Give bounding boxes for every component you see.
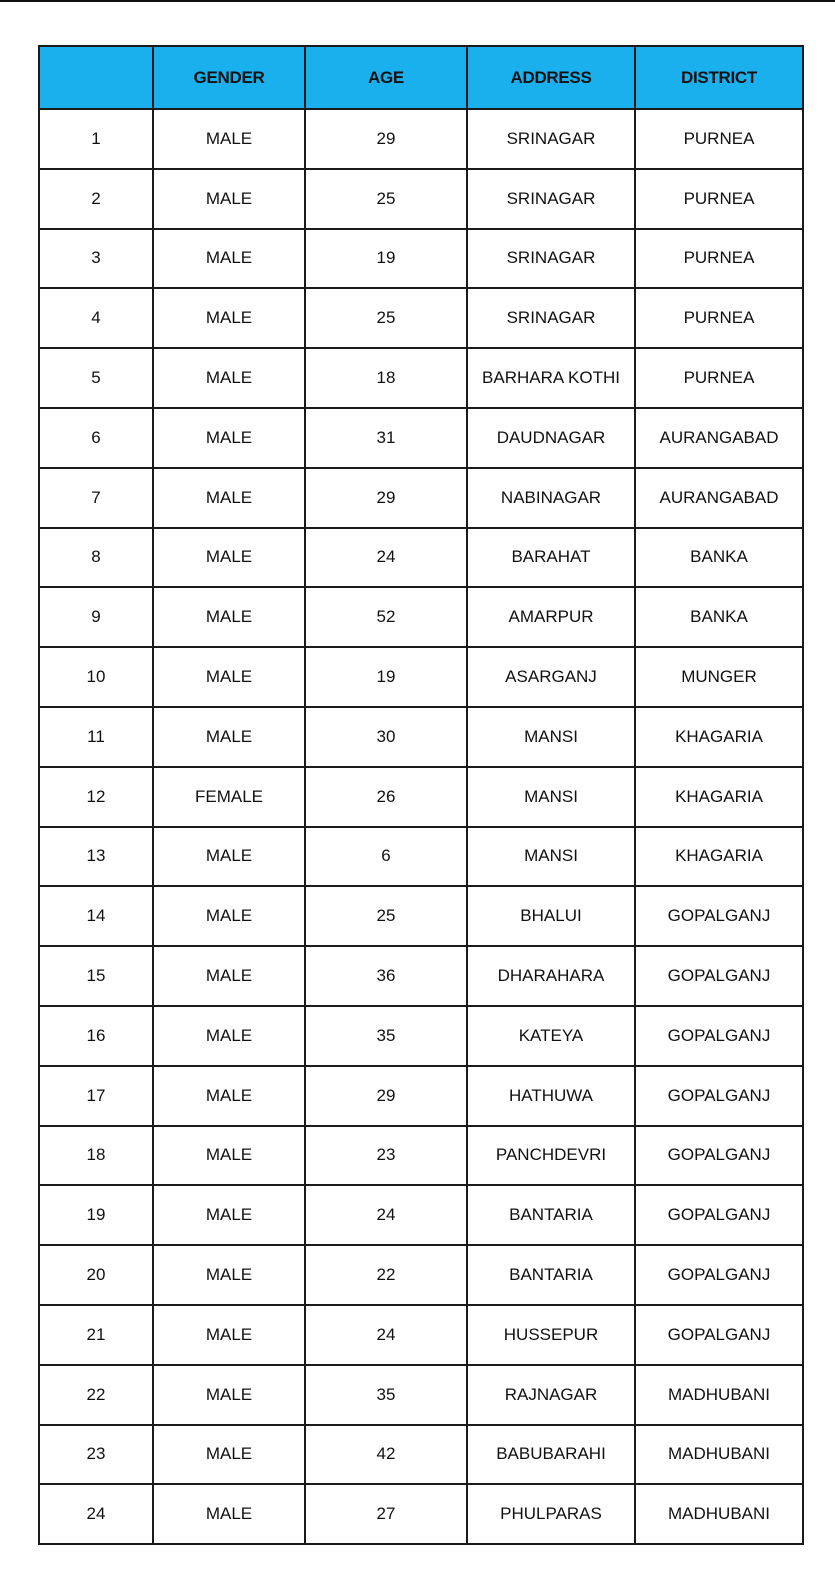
cell-address: ASARGANJ [467, 647, 635, 707]
cell-index: 16 [39, 1006, 153, 1066]
table-row [39, 408, 803, 468]
cell-age: 31 [305, 408, 467, 468]
table-row [39, 1484, 803, 1544]
cell-address: BARAHAT [467, 528, 635, 588]
cell-gender: MALE [153, 1006, 305, 1066]
cell-age: 24 [305, 1185, 467, 1245]
table-row [39, 169, 803, 229]
cell-address: BARHARA KOTHI [467, 348, 635, 408]
cell-district: MADHUBANI [635, 1425, 803, 1485]
top-border-line [0, 0, 835, 2]
cell-address: HUSSEPUR [467, 1305, 635, 1365]
cell-age: 52 [305, 587, 467, 647]
cell-district: GOPALGANJ [635, 1185, 803, 1245]
cell-index: 17 [39, 1066, 153, 1126]
cell-district: KHAGARIA [635, 827, 803, 887]
table-row [39, 647, 803, 707]
cell-district: PURNEA [635, 288, 803, 348]
table-row [39, 1365, 803, 1425]
table-row [39, 886, 803, 946]
cell-district: AURANGABAD [635, 468, 803, 528]
cell-address: SRINAGAR [467, 229, 635, 289]
cell-gender: MALE [153, 647, 305, 707]
cell-gender: MALE [153, 528, 305, 588]
cell-gender: MALE [153, 348, 305, 408]
cell-district: PURNEA [635, 348, 803, 408]
cell-gender: MALE [153, 587, 305, 647]
cell-address: BANTARIA [467, 1185, 635, 1245]
cell-age: 18 [305, 348, 467, 408]
cell-district: GOPALGANJ [635, 1305, 803, 1365]
cell-age: 6 [305, 827, 467, 887]
cell-district: GOPALGANJ [635, 1245, 803, 1305]
cell-age: 25 [305, 169, 467, 229]
table-row [39, 946, 803, 1006]
cell-district: PURNEA [635, 169, 803, 229]
cell-gender: MALE [153, 1066, 305, 1126]
cell-index: 20 [39, 1245, 153, 1305]
table-row [39, 229, 803, 289]
cell-address: SRINAGAR [467, 288, 635, 348]
cell-address: RAJNAGAR [467, 1365, 635, 1425]
cell-address: PHULPARAS [467, 1484, 635, 1544]
cell-age: 19 [305, 229, 467, 289]
column-header-gender: GENDER [153, 46, 305, 109]
cell-gender: MALE [153, 408, 305, 468]
cell-district: BANKA [635, 587, 803, 647]
cell-index: 15 [39, 946, 153, 1006]
cell-district: BANKA [635, 528, 803, 588]
cell-district: KHAGARIA [635, 707, 803, 767]
cell-index: 10 [39, 647, 153, 707]
cell-district: MADHUBANI [635, 1365, 803, 1425]
cell-district: PURNEA [635, 229, 803, 289]
cell-address: BANTARIA [467, 1245, 635, 1305]
cell-age: 29 [305, 468, 467, 528]
cell-age: 36 [305, 946, 467, 1006]
cell-district: GOPALGANJ [635, 886, 803, 946]
cell-index: 22 [39, 1365, 153, 1425]
cell-district: AURANGABAD [635, 408, 803, 468]
cell-district: MADHUBANI [635, 1484, 803, 1544]
cell-index: 18 [39, 1126, 153, 1186]
column-header-address: ADDRESS [467, 46, 635, 109]
cell-index: 9 [39, 587, 153, 647]
table-row [39, 827, 803, 887]
cell-index: 23 [39, 1425, 153, 1485]
cell-gender: MALE [153, 468, 305, 528]
cell-age: 30 [305, 707, 467, 767]
cell-index: 7 [39, 468, 153, 528]
table-body [39, 109, 803, 1544]
table-row [39, 468, 803, 528]
cell-district: MUNGER [635, 647, 803, 707]
table-row [39, 1126, 803, 1186]
cell-gender: MALE [153, 1305, 305, 1365]
cell-age: 29 [305, 1066, 467, 1126]
cell-index: 14 [39, 886, 153, 946]
cell-address: BHALUI [467, 886, 635, 946]
cell-address: AMARPUR [467, 587, 635, 647]
cell-age: 29 [305, 109, 467, 169]
cell-age: 35 [305, 1365, 467, 1425]
cell-index: 21 [39, 1305, 153, 1365]
cell-address: NABINAGAR [467, 468, 635, 528]
cell-age: 24 [305, 1305, 467, 1365]
cell-address: PANCHDEVRI [467, 1126, 635, 1186]
cell-gender: MALE [153, 886, 305, 946]
cell-address: DAUDNAGAR [467, 408, 635, 468]
cell-index: 12 [39, 767, 153, 827]
table-row [39, 348, 803, 408]
cell-address: MANSI [467, 767, 635, 827]
cell-district: GOPALGANJ [635, 946, 803, 1006]
table-row [39, 288, 803, 348]
cell-index: 19 [39, 1185, 153, 1245]
cell-index: 5 [39, 348, 153, 408]
cell-gender: MALE [153, 707, 305, 767]
cell-index: 8 [39, 528, 153, 588]
cell-index: 11 [39, 707, 153, 767]
cell-gender: MALE [153, 169, 305, 229]
table-header-row [39, 46, 803, 109]
cell-gender: MALE [153, 1245, 305, 1305]
cell-age: 42 [305, 1425, 467, 1485]
cell-district: GOPALGANJ [635, 1066, 803, 1126]
cell-age: 25 [305, 288, 467, 348]
cell-index: 2 [39, 169, 153, 229]
table-row [39, 767, 803, 827]
cell-index: 4 [39, 288, 153, 348]
cell-age: 26 [305, 767, 467, 827]
cell-gender: FEMALE [153, 767, 305, 827]
table-row [39, 587, 803, 647]
cell-index: 6 [39, 408, 153, 468]
cell-gender: MALE [153, 1425, 305, 1485]
cell-address: DHARAHARA [467, 946, 635, 1006]
table-row [39, 109, 803, 169]
cell-address: KATEYA [467, 1006, 635, 1066]
cell-age: 35 [305, 1006, 467, 1066]
cell-age: 27 [305, 1484, 467, 1544]
table-row [39, 1006, 803, 1066]
cell-address: MANSI [467, 827, 635, 887]
cell-gender: MALE [153, 1484, 305, 1544]
table-row [39, 1245, 803, 1305]
cell-age: 25 [305, 886, 467, 946]
table-row [39, 1425, 803, 1485]
cell-address: SRINAGAR [467, 169, 635, 229]
cell-district: KHAGARIA [635, 767, 803, 827]
table-row [39, 707, 803, 767]
cell-gender: MALE [153, 946, 305, 1006]
table-row [39, 528, 803, 588]
cell-address: BABUBARAHI [467, 1425, 635, 1485]
cell-gender: MALE [153, 1185, 305, 1245]
table-row [39, 1305, 803, 1365]
cell-address: SRINAGAR [467, 109, 635, 169]
cell-district: GOPALGANJ [635, 1006, 803, 1066]
data-table [38, 45, 804, 1545]
cell-gender: MALE [153, 109, 305, 169]
cell-index: 3 [39, 229, 153, 289]
column-header-district: DISTRICT [635, 46, 803, 109]
column-header-age: AGE [305, 46, 467, 109]
cell-age: 19 [305, 647, 467, 707]
cell-index: 1 [39, 109, 153, 169]
cell-gender: MALE [153, 827, 305, 887]
cell-index: 13 [39, 827, 153, 887]
column-header-index [39, 46, 153, 109]
cell-district: GOPALGANJ [635, 1126, 803, 1186]
cell-district: PURNEA [635, 109, 803, 169]
table-row [39, 1066, 803, 1126]
cell-age: 23 [305, 1126, 467, 1186]
cell-gender: MALE [153, 288, 305, 348]
cell-age: 24 [305, 528, 467, 588]
cell-address: MANSI [467, 707, 635, 767]
cell-gender: MALE [153, 229, 305, 289]
cell-age: 22 [305, 1245, 467, 1305]
cell-index: 24 [39, 1484, 153, 1544]
cell-gender: MALE [153, 1126, 305, 1186]
cell-gender: MALE [153, 1365, 305, 1425]
table-row [39, 1185, 803, 1245]
cell-address: HATHUWA [467, 1066, 635, 1126]
